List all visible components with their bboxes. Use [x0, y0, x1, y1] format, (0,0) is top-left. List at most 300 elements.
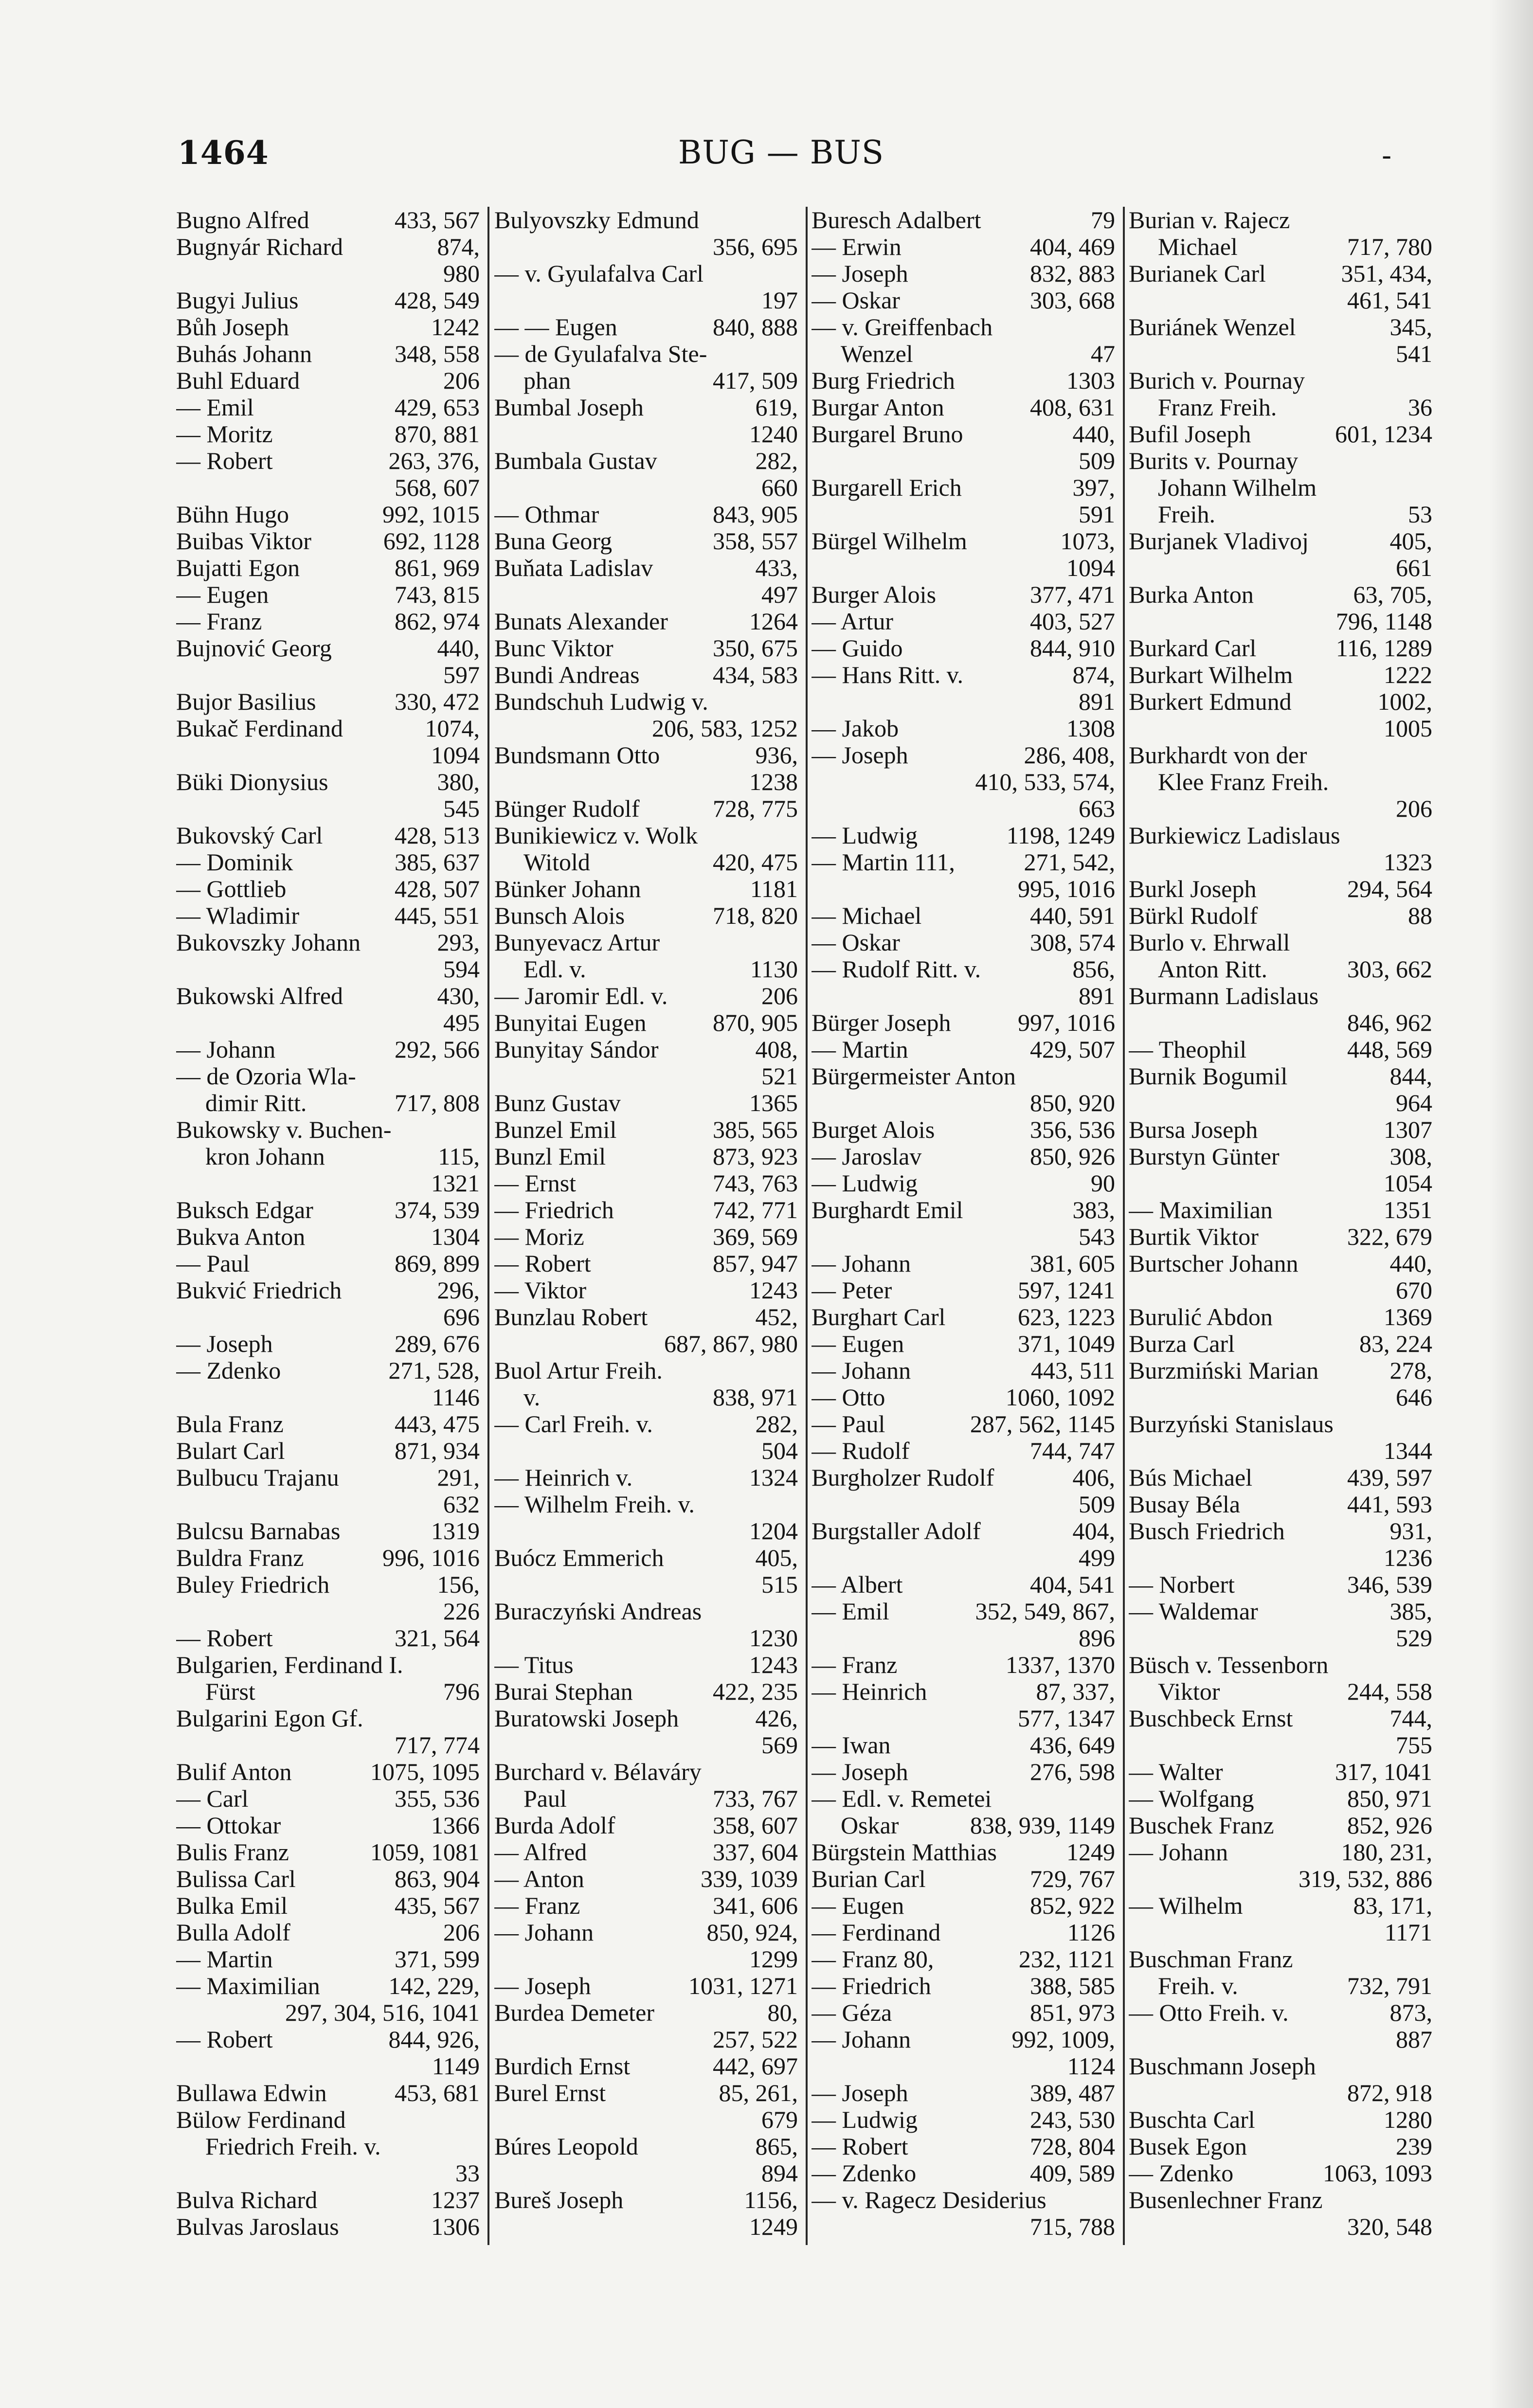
- entry-name: kron Johann: [205, 1143, 325, 1170]
- index-entry: [1129, 635, 1434, 662]
- index-entry: [812, 902, 1117, 929]
- entry-page-refs: 404, 469: [1030, 233, 1115, 260]
- entry-continuation-line: [1129, 1009, 1432, 1036]
- entry-line: [494, 1678, 798, 1705]
- index-entry: [1129, 1839, 1434, 1892]
- entry-page-refs: 287, 562, 1145: [970, 1410, 1115, 1438]
- entry-name: Johann Wilhelm: [1158, 474, 1317, 501]
- entry-line: [494, 1464, 798, 1491]
- entry-page-refs: 1222: [1384, 661, 1432, 688]
- entry-page-refs: 426,: [755, 1705, 798, 1732]
- entry-line: [812, 1946, 1115, 1973]
- index-entry: [176, 367, 482, 394]
- entry-line: [812, 581, 1115, 608]
- entry-name: Bulif Anton: [176, 1758, 292, 1785]
- entry-page-refs: 282,: [755, 447, 798, 474]
- index-entry: [1129, 314, 1434, 367]
- entry-page-refs: 377, 471: [1030, 581, 1115, 608]
- entry-name: Bunzlau Robert: [494, 1303, 648, 1330]
- entry-name: Bursa Joseph: [1129, 1116, 1258, 1143]
- entry-name: Burdea Demeter: [494, 1999, 655, 2026]
- entry-page-refs: 380,: [437, 768, 480, 795]
- entry-page-refs: 303, 668: [1030, 287, 1115, 314]
- entry-name: Bürger Joseph: [812, 1009, 951, 1036]
- entry-line: [494, 1036, 798, 1063]
- entry-continuation-line: [812, 795, 1115, 822]
- index-entry: [812, 394, 1117, 421]
- entry-page-refs: 863, 904: [395, 1865, 480, 1892]
- index-entry: [494, 341, 800, 394]
- index-entry: [176, 2080, 482, 2106]
- entry-page-refs: 388, 585: [1030, 1972, 1115, 1999]
- entry-continuation-line: [1129, 1732, 1432, 1759]
- entry-page-refs: 1351: [1384, 1196, 1432, 1223]
- entry-line: [176, 448, 480, 474]
- index-entry: [812, 1304, 1117, 1330]
- index-entry: [812, 1839, 1117, 1866]
- entry-name: Burian Carl: [812, 1865, 926, 1892]
- entry-line: [1129, 742, 1432, 769]
- entry-name: — Robert: [176, 1624, 273, 1652]
- entry-page-refs: 1365: [749, 1089, 798, 1116]
- entry-name: Bujatti Egon: [176, 554, 300, 581]
- entry-name: Bugyi Julius: [176, 287, 299, 314]
- entry-line: [812, 1785, 1115, 1812]
- entry-name: Bühn Hugo: [176, 501, 289, 528]
- entry-line: [494, 795, 798, 822]
- entry-line: [1129, 2106, 1432, 2133]
- index-columns: [176, 207, 1441, 2260]
- entry-name: — Ottokar: [176, 1812, 281, 1839]
- entry-name: Bukovský Carl: [176, 822, 323, 849]
- entry-page-refs: 1243: [749, 1651, 798, 1678]
- entry-name: — Maximilian: [176, 1972, 320, 1999]
- entry-line: [1129, 314, 1432, 341]
- entry-name: Burgar Anton: [812, 394, 944, 421]
- entry-page-refs: 996, 1016: [382, 1544, 480, 1571]
- entry-line: [176, 1812, 480, 1839]
- entry-name: Bunz Gustav: [494, 1089, 621, 1116]
- entry-name: — Martin: [176, 1945, 273, 1973]
- entry-page-refs: 1031, 1271: [688, 1972, 798, 1999]
- entry-page-refs: 679: [761, 2106, 798, 2133]
- entry-line: [812, 287, 1115, 314]
- entry-page-refs: 891: [1079, 688, 1115, 715]
- entry-line: [1129, 1464, 1432, 1491]
- entry-name: Bunsch Alois: [494, 902, 625, 929]
- index-entry: [176, 287, 482, 314]
- entry-name: Burel Ernst: [494, 2079, 606, 2106]
- entry-page-refs: 896: [1079, 1624, 1115, 1652]
- entry-page-refs: 317, 1041: [1335, 1758, 1432, 1785]
- entry-name: Bünger Rudolf: [494, 795, 640, 822]
- entry-name: Burlo v. Ehrwall: [1129, 929, 1290, 956]
- entry-page-refs: 441, 593: [1347, 1491, 1432, 1518]
- entry-page-refs: 1054: [1384, 1169, 1432, 1197]
- entry-line: [1129, 528, 1432, 555]
- entry-continuation-line: [494, 474, 798, 501]
- entry-name: Buriánek Wenzel: [1129, 313, 1296, 341]
- entry-page-refs: 410, 533, 574,: [975, 768, 1115, 795]
- index-entry: [812, 1384, 1117, 1411]
- entry-name: — Erwin: [812, 233, 902, 260]
- index-entry: [176, 448, 482, 501]
- entry-name: Fürst: [205, 1678, 255, 1705]
- index-entry: [176, 608, 482, 635]
- entry-page-refs: 497: [761, 581, 798, 608]
- entry-name: Franz Freih.: [1158, 394, 1277, 421]
- entry-name: Bugnyár Richard: [176, 233, 343, 260]
- entry-page-refs: 840, 888: [713, 313, 798, 341]
- index-entry: [494, 2080, 800, 2133]
- entry-name: Burai Stephan: [494, 1678, 633, 1705]
- entry-page-refs: 844, 926,: [388, 2026, 480, 2053]
- index-entry: [494, 1705, 800, 1759]
- index-entry: [812, 528, 1117, 581]
- index-entry: [494, 394, 800, 448]
- index-entry: [176, 1785, 482, 1812]
- entry-line: [176, 635, 480, 662]
- entry-name: Bujor Basilius: [176, 688, 316, 715]
- entry-name: — Robert: [494, 1250, 591, 1277]
- entry-name: Bulva Richard: [176, 2186, 318, 2213]
- entry-page-refs: 206: [761, 982, 798, 1009]
- entry-continuation-line: [812, 2053, 1115, 2080]
- entry-page-refs: 406,: [1072, 1464, 1115, 1491]
- index-entry: [494, 1678, 800, 1705]
- entry-page-refs: 1156,: [744, 2186, 798, 2213]
- entry-page-refs: 1005: [1384, 715, 1432, 742]
- entry-name: Burits v. Pournay: [1129, 447, 1299, 474]
- entry-page-refs: 1321: [431, 1169, 480, 1197]
- entry-page-refs: 1299: [749, 1945, 798, 1973]
- index-entry: [1129, 581, 1434, 635]
- entry-name: — v. Gyulafalva Carl: [494, 260, 703, 287]
- entry-continuation-line: [494, 1571, 798, 1598]
- entry-line: [1129, 1411, 1432, 1438]
- index-entry: [494, 983, 800, 1009]
- entry-continuation-line: [176, 795, 480, 822]
- entry-line: [176, 555, 480, 581]
- entry-line: [494, 1892, 798, 1919]
- entry-line: [1129, 1304, 1432, 1330]
- index-entry: [812, 421, 1117, 474]
- entry-page-refs: 997, 1016: [1018, 1009, 1115, 1036]
- entry-page-refs: 358, 557: [713, 527, 798, 555]
- entry-continuation-line: [176, 260, 480, 287]
- index-entry: [176, 341, 482, 367]
- entry-page-refs: 291,: [437, 1464, 480, 1491]
- entry-name: Burmann Ladislaus: [1129, 982, 1319, 1009]
- index-entry: [176, 207, 482, 234]
- entry-name: Burianek Carl: [1129, 260, 1266, 287]
- index-entry: [1129, 1223, 1434, 1250]
- entry-name: — Jakob: [812, 715, 899, 742]
- entry-page-refs: 891: [1079, 982, 1115, 1009]
- index-entry: [494, 876, 800, 902]
- index-entry: [494, 1277, 800, 1304]
- entry-name: Anton Ritt.: [1158, 955, 1268, 983]
- index-entry: [494, 1250, 800, 1277]
- entry-page-refs: 434, 583: [713, 661, 798, 688]
- entry-name: Burzmiński Marian: [1129, 1357, 1319, 1384]
- entry-line: [176, 501, 480, 528]
- index-entry: [812, 2133, 1117, 2160]
- entry-page-refs: 1344: [1384, 1437, 1432, 1464]
- entry-line: [494, 1197, 798, 1223]
- entry-line: [812, 1197, 1115, 1223]
- entry-page-refs: 850, 924,: [706, 1919, 798, 1946]
- entry-page-refs: 1324: [749, 1464, 798, 1491]
- entry-line: [812, 715, 1115, 742]
- entry-name: — Viktor: [494, 1276, 587, 1304]
- entry-line: [812, 2026, 1115, 2053]
- entry-name: Buňata Ladislav: [494, 554, 653, 581]
- entry-name: Burkl Joseph: [1129, 875, 1257, 902]
- entry-line: [812, 1143, 1115, 1170]
- entry-continuation-line: [1129, 1919, 1432, 1946]
- entry-line: [812, 1999, 1115, 2026]
- entry-name: — Joseph: [812, 741, 908, 769]
- entry-name: Bunzl Emil: [494, 1143, 606, 1170]
- entry-line: [812, 1009, 1115, 1036]
- entry-page-refs: 515: [761, 1571, 798, 1598]
- entry-page-refs: 796: [443, 1678, 480, 1705]
- entry-page-refs: 873, 923: [713, 1143, 798, 1170]
- entry-name: Bunc Viktor: [494, 634, 613, 662]
- entry-page-refs: 692, 1128: [383, 527, 480, 555]
- entry-page-refs: 670: [1396, 1276, 1432, 1304]
- entry-name: — Ferdinand: [812, 1919, 941, 1946]
- index-entry: [176, 849, 482, 876]
- index-entry: [494, 555, 800, 608]
- entry-name: — Zdenko: [176, 1357, 281, 1384]
- entry-line: [494, 1411, 798, 1438]
- entry-line: [812, 1116, 1115, 1143]
- entry-page-refs: 850, 926: [1030, 1143, 1115, 1170]
- entry-line: [812, 956, 1115, 983]
- entry-page-refs: 742, 771: [713, 1196, 798, 1223]
- entry-name: Bulcsu Barnabas: [176, 1517, 341, 1545]
- index-entry: [1129, 1197, 1434, 1223]
- entry-page-refs: 1319: [431, 1517, 480, 1545]
- entry-page-refs: 443, 511: [1030, 1357, 1115, 1384]
- entry-continuation-line: [812, 876, 1115, 902]
- index-entry: [494, 1999, 800, 2053]
- entry-page-refs: 206: [443, 367, 480, 394]
- entry-page-refs: 385, 565: [713, 1116, 798, 1143]
- entry-page-refs: 303, 662: [1347, 955, 1432, 983]
- entry-page-refs: 1094: [1066, 554, 1115, 581]
- entry-line: [812, 608, 1115, 635]
- entry-name: Bukva Anton: [176, 1223, 306, 1250]
- entry-line: [1129, 1250, 1432, 1277]
- entry-name: — Otto: [812, 1384, 885, 1411]
- entry-name: Paul: [523, 1785, 567, 1812]
- page-number: 1464: [178, 134, 269, 172]
- entry-name: — Géza: [812, 1999, 892, 2026]
- entry-line: [176, 2187, 480, 2213]
- entry-name: Buhl Eduard: [176, 367, 300, 394]
- index-entry: [176, 1250, 482, 1277]
- entry-page-refs: 206: [1396, 795, 1432, 822]
- entry-page-refs: 1249: [749, 2213, 798, 2240]
- entry-line: [812, 742, 1115, 769]
- index-entry: [176, 688, 482, 715]
- entry-page-refs: 409, 589: [1030, 2159, 1115, 2187]
- entry-name: Buna Georg: [494, 527, 613, 555]
- entry-name: Buschmann Joseph: [1129, 2052, 1316, 2080]
- entry-page-refs: 1240: [749, 420, 798, 448]
- entry-page-refs: 428, 549: [395, 287, 480, 314]
- entry-line: [176, 1411, 480, 1438]
- entry-name: — Robert: [176, 2026, 273, 2053]
- entry-name: Bürgstein Matthias: [812, 1838, 997, 1866]
- entry-line: [176, 1652, 480, 1678]
- entry-line: [812, 1277, 1115, 1304]
- entry-page-refs: 383,: [1072, 1196, 1115, 1223]
- entry-page-refs: 330, 472: [395, 688, 480, 715]
- entry-line: [1129, 260, 1432, 287]
- entry-name: Burkiewicz Ladislaus: [1129, 822, 1340, 849]
- entry-name: — Johann: [812, 2026, 911, 2053]
- index-entry: [1129, 1892, 1434, 1946]
- entry-page-refs: 1242: [431, 313, 480, 341]
- entry-page-refs: 861, 969: [395, 554, 480, 581]
- entry-name: Burzyński Stanislaus: [1129, 1410, 1334, 1438]
- entry-continuation-line: [494, 1785, 798, 1812]
- entry-continuation-line: [1129, 1384, 1432, 1411]
- entry-page-refs: 1304: [431, 1223, 480, 1250]
- entry-line: [494, 1170, 798, 1197]
- entry-page-refs: 594: [443, 955, 480, 983]
- index-entry: [494, 822, 800, 876]
- entry-page-refs: 597, 1241: [1018, 1276, 1115, 1304]
- entry-line: [176, 1973, 480, 1999]
- entry-name: — Alfred: [494, 1838, 587, 1866]
- entry-line: [812, 1732, 1115, 1759]
- entry-continuation-line: [1129, 1866, 1432, 1892]
- entry-page-refs: 872, 918: [1347, 2079, 1432, 2106]
- entry-name: — Ludwig: [812, 1169, 918, 1197]
- entry-name: — Othmar: [494, 501, 599, 528]
- entry-name: — Moritz: [176, 420, 273, 448]
- entry-page-refs: 569: [761, 1731, 798, 1759]
- entry-name: — Eugen: [812, 1892, 904, 1919]
- entry-name: Buschta Carl: [1129, 2106, 1255, 2133]
- entry-name: — Rudolf Ritt. v.: [812, 955, 981, 983]
- entry-page-refs: 156,: [437, 1571, 480, 1598]
- entry-page-refs: 1323: [1384, 848, 1432, 876]
- index-entry: [176, 1197, 482, 1223]
- entry-name: — Johann: [176, 1036, 276, 1063]
- entry-page-refs: 79: [1091, 207, 1115, 234]
- entry-line: [812, 260, 1115, 287]
- entry-line: [1129, 2053, 1432, 2080]
- entry-name: phan: [523, 367, 571, 394]
- index-entry: [176, 1411, 482, 1438]
- entry-continuation-line: [812, 1625, 1115, 1652]
- index-entry: [1129, 1036, 1434, 1063]
- entry-continuation-line: [1129, 715, 1432, 742]
- entry-name: Buratowski Joseph: [494, 1705, 679, 1732]
- entry-line: [494, 2053, 798, 2080]
- entry-line: [1129, 902, 1432, 929]
- entry-line: [812, 474, 1115, 501]
- entry-page-refs: 728, 775: [713, 795, 798, 822]
- entry-name: — Eugen: [812, 1330, 904, 1357]
- entry-line: [812, 367, 1115, 394]
- entry-page-refs: 521: [761, 1062, 798, 1090]
- entry-page-refs: 1181: [750, 875, 798, 902]
- entry-page-refs: 844,: [1389, 1062, 1432, 1090]
- entry-name: — Joseph: [812, 2079, 908, 2106]
- index-entry: [494, 1170, 800, 1197]
- entry-line: [176, 1866, 480, 1892]
- entry-continuation-line: [494, 2160, 798, 2187]
- entry-page-refs: 541: [1396, 340, 1432, 367]
- index-entry: [176, 1812, 482, 1839]
- entry-name: — Johann: [494, 1919, 594, 1946]
- entry-line: [176, 1063, 480, 1090]
- entry-name: — Waldemar: [1129, 1598, 1258, 1625]
- entry-line: [494, 1973, 798, 1999]
- entry-page-refs: 345,: [1389, 313, 1432, 341]
- index-entry: [1129, 1518, 1434, 1571]
- entry-page-refs: 115,: [438, 1143, 480, 1170]
- entry-continuation-line: [1129, 341, 1432, 367]
- entry-page-refs: 440, 591: [1030, 902, 1115, 929]
- index-entry: [176, 1116, 482, 1197]
- index-entry: [176, 902, 482, 929]
- entry-name: Bulka Emil: [176, 1892, 288, 1919]
- entry-page-refs: 870, 881: [395, 420, 480, 448]
- entry-line: [494, 1839, 798, 1866]
- entry-line: [1129, 635, 1432, 662]
- entry-page-refs: 1307: [1384, 1116, 1432, 1143]
- entry-name: Bunikiewicz v. Wolk: [494, 822, 698, 849]
- entry-line: [176, 1330, 480, 1357]
- entry-name: — Norbert: [1129, 1571, 1235, 1598]
- entry-page-refs: 964: [1396, 1089, 1432, 1116]
- entry-page-refs: 385,: [1389, 1598, 1432, 1625]
- index-entry: [176, 314, 482, 341]
- entry-continuation-line: [1129, 795, 1432, 822]
- entry-line: [1129, 1330, 1432, 1357]
- entry-page-refs: 369, 569: [713, 1223, 798, 1250]
- entry-line: [494, 1090, 798, 1116]
- entry-line: [176, 1705, 480, 1732]
- entry-line: [176, 1785, 480, 1812]
- entry-name: — Friedrich: [494, 1196, 614, 1223]
- entry-name: — Anton: [494, 1865, 584, 1892]
- index-entry: [812, 1571, 1117, 1598]
- entry-line: [494, 501, 798, 528]
- entry-continuation-line: [1129, 1090, 1432, 1116]
- entry-name: — Ernst: [494, 1169, 577, 1197]
- entry-line: [494, 1304, 798, 1330]
- entry-name: Buldra Franz: [176, 1544, 304, 1571]
- entry-page-refs: 717, 774: [395, 1731, 480, 1759]
- index-entry: [1129, 448, 1434, 528]
- entry-name: Busek Egon: [1129, 2133, 1247, 2160]
- entry-page-refs: 931,: [1389, 1517, 1432, 1545]
- index-entry: [1129, 1652, 1434, 1705]
- entry-line: [494, 394, 798, 421]
- entry-page-refs: 495: [443, 1009, 480, 1036]
- entry-page-refs: 1094: [431, 741, 480, 769]
- entry-page-refs: 871, 934: [395, 1437, 480, 1464]
